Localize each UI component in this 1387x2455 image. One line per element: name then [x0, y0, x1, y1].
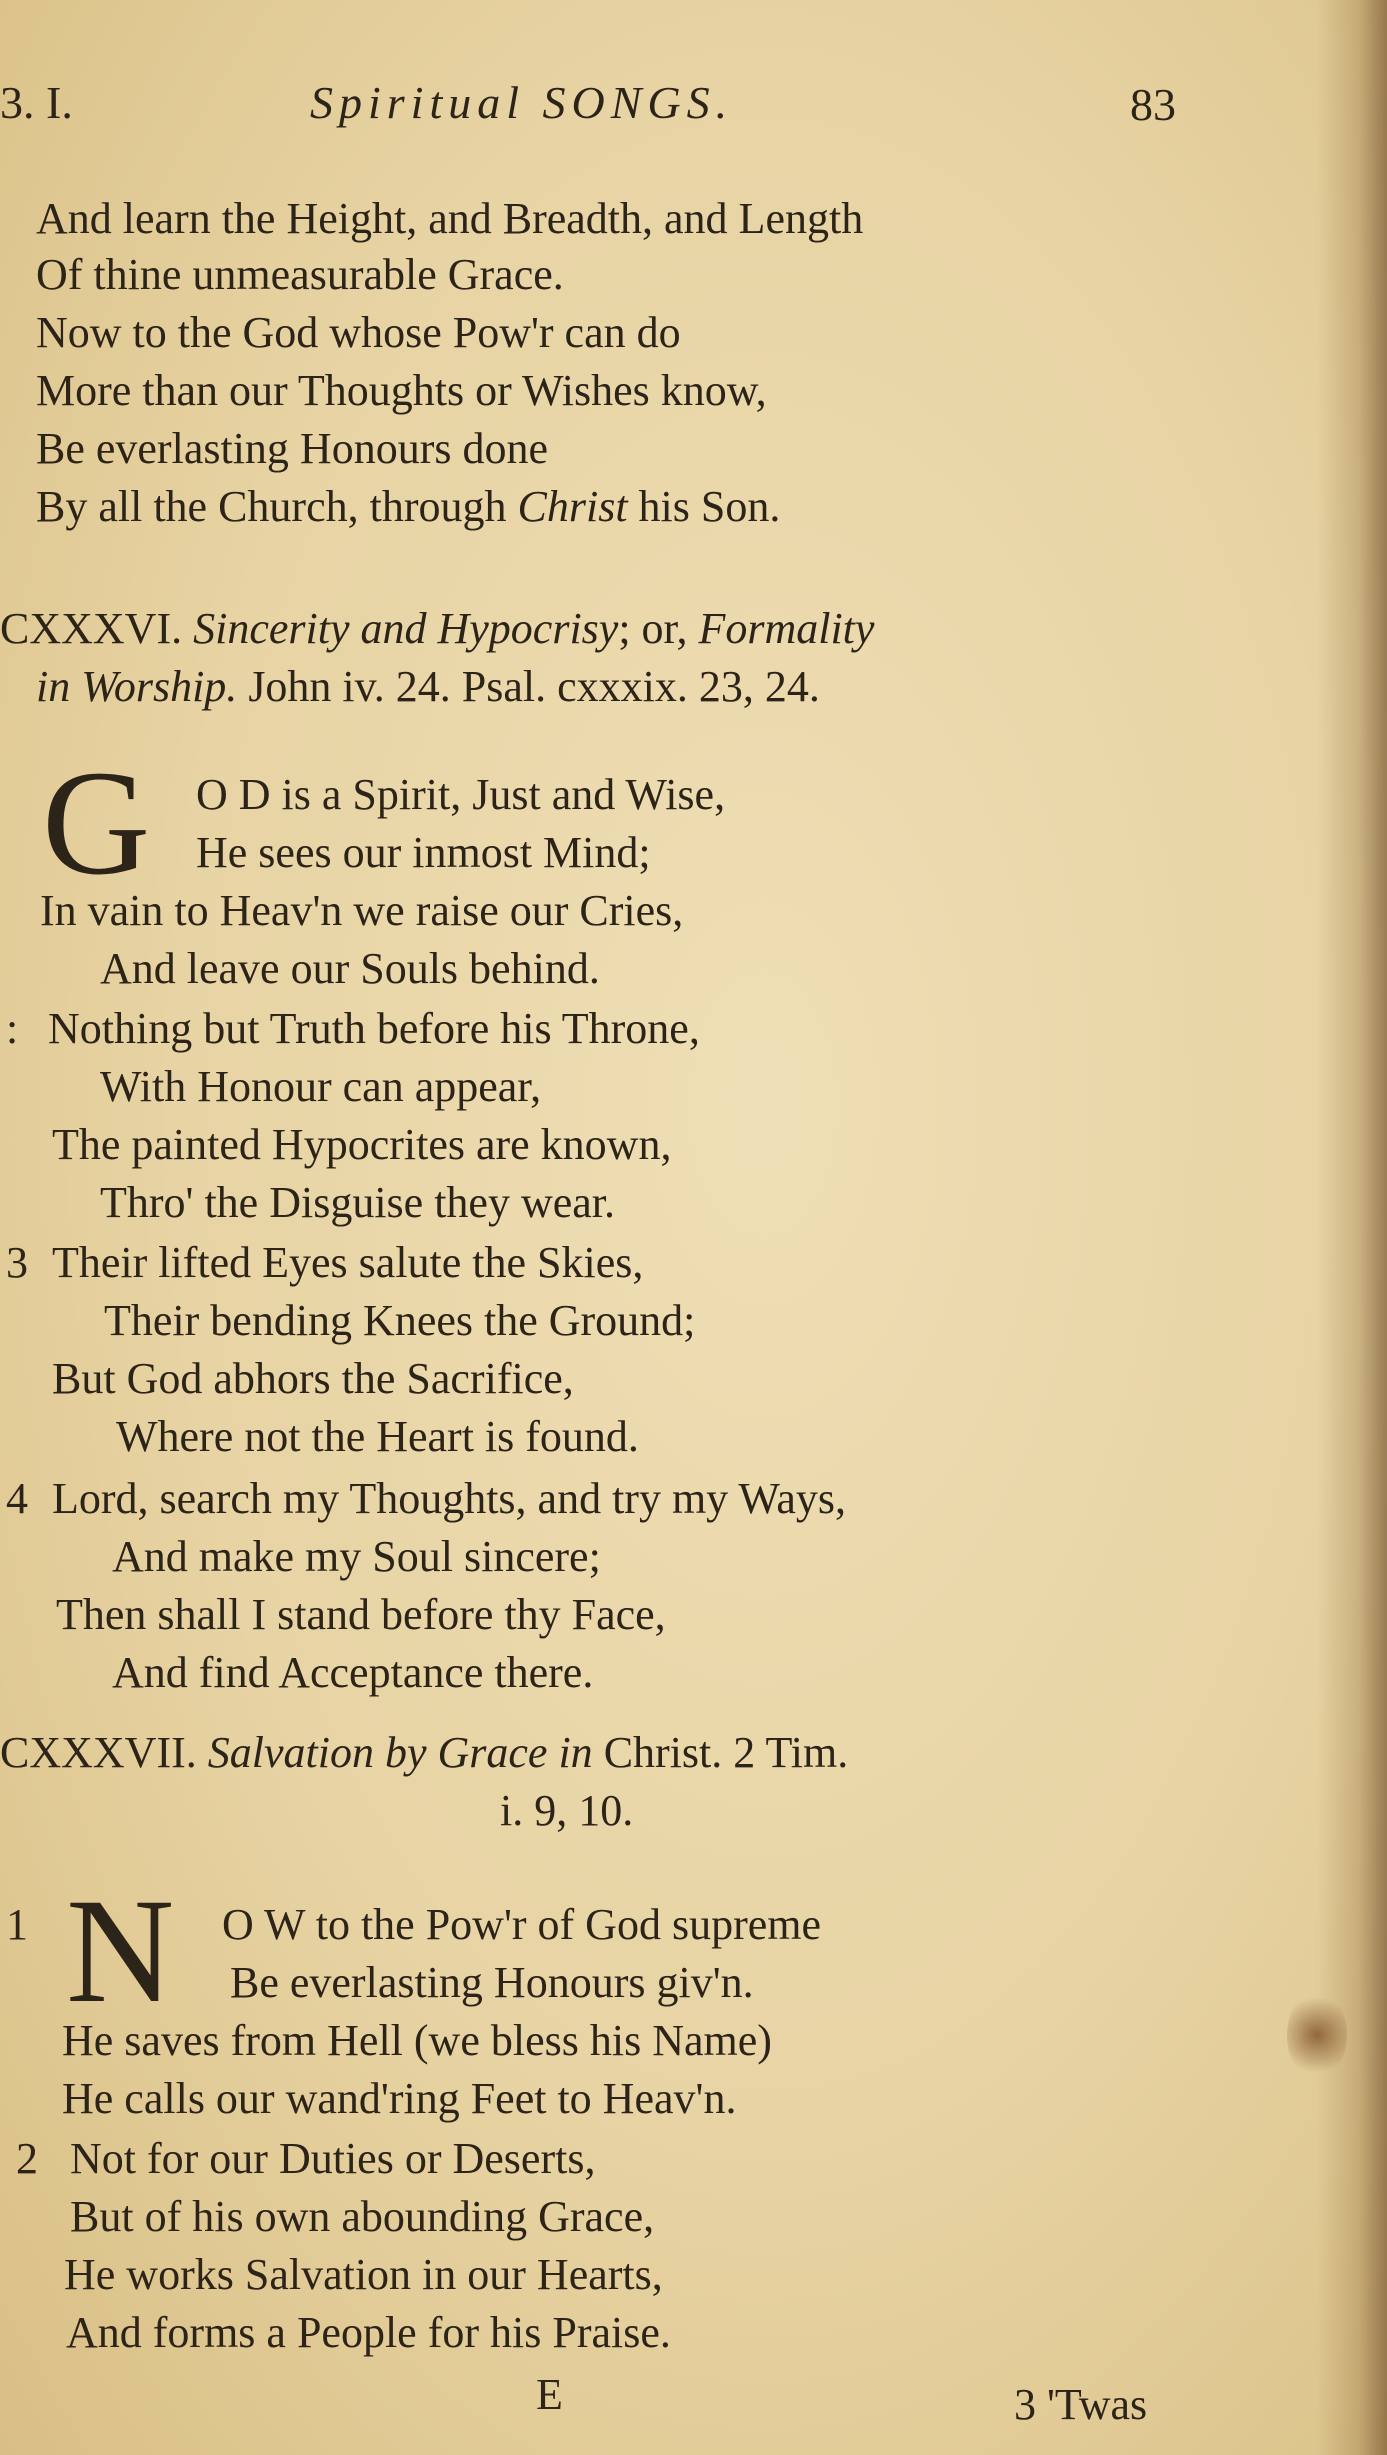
verse-line: Be everlasting Honours done [36, 424, 548, 473]
hymn-title-or: ; or, [618, 604, 699, 653]
verse-line: And find Acceptance there. [112, 1648, 594, 1697]
verse-line: Nothing but Truth before his Throne, [48, 1004, 700, 1053]
drop-cap: N [66, 1868, 175, 2034]
hymn-heading [0, 604, 874, 654]
hymn-number: CXXXVI. [0, 604, 183, 653]
verse-line: Not for our Duties or Deserts, [70, 2134, 596, 2183]
verse-line: Their lifted Eyes salute the Skies, [52, 1238, 644, 1287]
verse-text: his Son. [627, 482, 781, 531]
verse-line: And learn the Height, and Breadth, and Length [36, 194, 864, 243]
verse-line-last [36, 482, 780, 532]
verse-line: Their bending Knees the Ground; [104, 1296, 696, 1345]
verse-number: 1 [6, 1900, 28, 1949]
hymn-title: Sincerity and Hypocrisy [193, 604, 619, 653]
verse-line: Where not the Heart is found. [116, 1412, 639, 1461]
ink-stain [1287, 1990, 1347, 2080]
verse-line: With Honour can appear, [100, 1062, 542, 1111]
signature-mark: E [536, 2370, 563, 2419]
hymn-number: CXXXVII. [0, 1728, 197, 1777]
header-section: 3. I. [0, 77, 73, 128]
hymn-title-alt: Formality [698, 604, 875, 653]
verse-line: He saves from Hell (we bless his Name) [62, 2016, 772, 2065]
verse-line: But of his own abounding Grace, [70, 2192, 655, 2241]
verse-line: Now to the God whose Pow'r can do [36, 308, 681, 357]
verse-line-first: O W to the Pow'r of God supreme [222, 1900, 822, 1949]
page-edge-shadow [1317, 0, 1387, 2455]
verse-number: 3 [6, 1238, 28, 1287]
verse-line: He works Salvation in our Hearts, [64, 2250, 663, 2299]
christ-italic: Christ [517, 482, 628, 531]
verse-line: Be everlasting Honours giv'n. [230, 1958, 754, 2007]
verse-line: Lord, search my Thoughts, and try my Ways, [52, 1474, 847, 1523]
verse-text: By all the Church, through [36, 482, 518, 531]
verse-line: In vain to Heav'n we raise our Cries, [40, 886, 684, 935]
drop-cap: G [42, 740, 151, 906]
hymn-heading-line2 [36, 662, 820, 712]
verse-line: And make my Soul sincere; [112, 1532, 601, 1581]
header-title: Spiritual SONGS. [310, 77, 734, 128]
scripture-refs: John iv. 24. Psal. cxxxix. 23, 24. [237, 662, 820, 711]
hymn-title-cont: in Worship. [36, 662, 238, 711]
page-number: 83 [1130, 79, 1176, 130]
verse-line: More than our Thoughts or Wishes know, [36, 366, 767, 415]
verse-line: And forms a People for his Praise. [66, 2308, 671, 2357]
verse-number: 4 [6, 1474, 28, 1523]
hymn-title: Salvation by Grace in [207, 1728, 593, 1777]
hymn-title-rest: Christ. 2 Tim. [592, 1728, 849, 1777]
verse-line: The painted Hypocrites are known, [52, 1120, 672, 1169]
scripture-refs: i. 9, 10. [500, 1786, 634, 1835]
verse-number: : [6, 1004, 19, 1053]
verse-line: Then shall I stand before thy Face, [56, 1590, 666, 1639]
verse-line-first: O D is a Spirit, Just and Wise, [196, 770, 726, 819]
hymn-heading [0, 1728, 848, 1778]
verse-line: Thro' the Disguise they wear. [100, 1178, 616, 1227]
verse-line: But God abhors the Sacrifice, [52, 1354, 574, 1403]
verse-line: And leave our Souls behind. [100, 944, 600, 993]
verse-line: Of thine unmeasurable Grace. [36, 250, 564, 299]
verse-line: He calls our wand'ring Feet to Heav'n. [62, 2074, 737, 2123]
catchword: 3 'Twas [1014, 2380, 1148, 2429]
verse-line: He sees our inmost Mind; [196, 828, 651, 877]
verse-number: 2 [16, 2134, 38, 2183]
